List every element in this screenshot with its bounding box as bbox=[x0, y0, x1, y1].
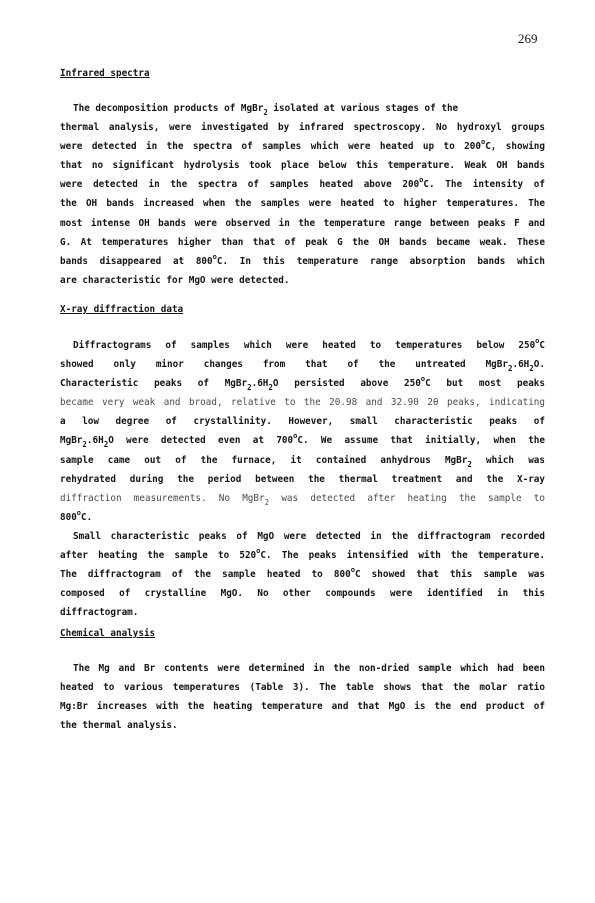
text-run: O were detected even at 700 bbox=[108, 435, 294, 447]
text-line bbox=[60, 175, 545, 194]
text-line bbox=[60, 118, 545, 137]
text-line bbox=[60, 603, 545, 622]
text-line bbox=[60, 355, 545, 374]
text-run: a low degree of crystallinity. However, small characteristic peaks of bbox=[60, 416, 545, 428]
text-run: most intense OH bands were observed in the temperature range between peaks F and bbox=[60, 217, 545, 229]
text-run: Diffractograms of samples which were heated to temperatures below 250 bbox=[73, 340, 536, 351]
text-run: 2 bbox=[467, 459, 472, 469]
text-line bbox=[60, 697, 545, 716]
text-line bbox=[60, 137, 545, 156]
text-run: Characteristic peaks of MgBr bbox=[60, 378, 248, 390]
text-run: the thermal analysis. bbox=[60, 720, 178, 732]
text-line bbox=[60, 412, 545, 431]
text-run: after heating the sample to 520 bbox=[60, 550, 257, 562]
text-run: o bbox=[535, 337, 540, 345]
text-line bbox=[60, 252, 545, 271]
text-run: MgBr bbox=[60, 435, 83, 447]
text-run: .6H bbox=[512, 359, 530, 371]
text-line bbox=[60, 374, 545, 393]
paragraph-chemical bbox=[60, 659, 545, 735]
text-run: 2 bbox=[507, 364, 513, 374]
text-run: o bbox=[293, 432, 298, 441]
text-run: C. We assume that initially, when the bbox=[297, 435, 545, 447]
text-run: C. bbox=[81, 511, 93, 523]
text-run: bands disappeared at 800 bbox=[60, 255, 213, 267]
text-line bbox=[60, 678, 545, 697]
text-run: was detected after heating the sample to bbox=[269, 492, 545, 504]
text-run: sample came out of the furnace, it contained anhydrous MgBr bbox=[60, 454, 468, 466]
text-line bbox=[60, 565, 545, 584]
text-run: C but most peaks bbox=[425, 378, 545, 390]
text-run: The diffractogram of the sample heated to 800 bbox=[60, 569, 351, 581]
text-line bbox=[60, 659, 545, 678]
text-run: o bbox=[76, 508, 82, 517]
text-run: diffraction measurements. No MgBr bbox=[60, 492, 265, 504]
text-line bbox=[60, 489, 545, 508]
text-run: that no significant hydrolysis took place below this temperature. Weak OH bands bbox=[60, 160, 545, 172]
text-line bbox=[60, 393, 545, 412]
text-run: O persisted above 250 bbox=[272, 378, 421, 390]
text-run: C, showing bbox=[485, 141, 545, 153]
text-line bbox=[60, 716, 545, 735]
text-run: 2 bbox=[268, 383, 273, 393]
text-run: C. In this temperature range absorption bands which bbox=[216, 255, 545, 267]
text-run: G. At temperatures higher than that of peak G the OH bands became weak. These bbox=[60, 236, 545, 248]
text-run: are characteristic for MgO were detected. bbox=[60, 274, 290, 286]
text-run: composed of crystalline MgO. No other compounds were identified in this bbox=[60, 588, 545, 600]
text-run: C. The peaks intensified with the temperature. bbox=[260, 550, 545, 562]
text-line bbox=[60, 214, 545, 233]
text-line bbox=[60, 431, 545, 450]
text-run: 2 bbox=[82, 440, 87, 450]
text-line bbox=[60, 527, 545, 546]
text-run: 2 bbox=[247, 383, 252, 393]
text-run: .6H bbox=[86, 435, 104, 447]
text-run: .6H bbox=[251, 378, 269, 390]
text-run: thermal analysis, were investigated by infrared spectroscopy. No hydroxyl groups bbox=[60, 122, 545, 134]
text-run: O. bbox=[533, 359, 545, 371]
paragraph-xray bbox=[60, 336, 545, 622]
text-line bbox=[60, 194, 545, 213]
text-run: o bbox=[420, 375, 426, 384]
paragraph-infrared bbox=[60, 99, 545, 290]
text-run: C. The intensity of bbox=[423, 179, 545, 191]
text-run: were detected in the spectra of samples heated above 200 bbox=[60, 179, 420, 191]
text-line bbox=[60, 156, 545, 175]
text-run: 2 bbox=[264, 497, 270, 507]
text-run: 800 bbox=[60, 511, 77, 523]
text-run: o bbox=[212, 252, 217, 261]
text-run: o bbox=[480, 138, 486, 147]
text-line bbox=[60, 451, 545, 470]
text-run: 2 bbox=[263, 108, 268, 117]
text-run: Small characteristic peaks of MgO were detected in the diffractogram recorded bbox=[73, 530, 545, 542]
text-run: o bbox=[419, 176, 424, 185]
section-heading-infrared: Infrared spectra bbox=[60, 68, 150, 79]
section-heading-xray: X-ray diffraction data bbox=[60, 304, 184, 315]
text-line bbox=[60, 508, 545, 527]
text-run: 2 bbox=[103, 440, 109, 450]
text-run: The Mg and Br contents were determined in the non-dried sample which had been bbox=[73, 663, 545, 674]
text-line bbox=[60, 470, 545, 489]
page-number: 269 bbox=[518, 31, 538, 46]
text-line bbox=[60, 271, 545, 290]
text-run: 2 bbox=[529, 364, 534, 374]
text-run: o bbox=[350, 566, 355, 575]
text-run: diffractogram. bbox=[60, 607, 139, 619]
section-heading-chemical: Chemical analysis bbox=[60, 628, 156, 639]
text-line bbox=[60, 546, 545, 565]
text-line bbox=[60, 584, 545, 603]
text-line bbox=[60, 233, 545, 252]
text-run: the OH bands increased when the samples were heated to higher temperatures. The bbox=[60, 198, 545, 210]
text-run: isolated at various stages of the bbox=[267, 103, 459, 114]
text-run: C bbox=[539, 340, 545, 351]
text-line bbox=[60, 99, 545, 118]
text-run: Mg:Br increases with the heating temperature and that MgO is the end product of bbox=[60, 701, 545, 713]
text-run: which was bbox=[471, 454, 545, 466]
text-run: heated to various temperatures (Table 3). The table shows that the molar ratio bbox=[60, 682, 545, 694]
text-run: became very weak and broad, relative to the 20.98 and 32.90 2θ peaks, indicating bbox=[60, 397, 545, 409]
text-run: The decomposition products of MgBr bbox=[73, 103, 264, 114]
text-run: C showed that this sample was bbox=[354, 569, 545, 581]
text-run: were detected in the spectra of samples which were heated up to 200 bbox=[60, 141, 481, 153]
text-run: o bbox=[256, 547, 261, 556]
text-run: rehydrated during the period between the thermal treatment and the X-ray bbox=[60, 473, 545, 485]
text-run: showed only minor changes from that of the untreated MgBr bbox=[60, 359, 508, 371]
text-line bbox=[60, 336, 545, 355]
